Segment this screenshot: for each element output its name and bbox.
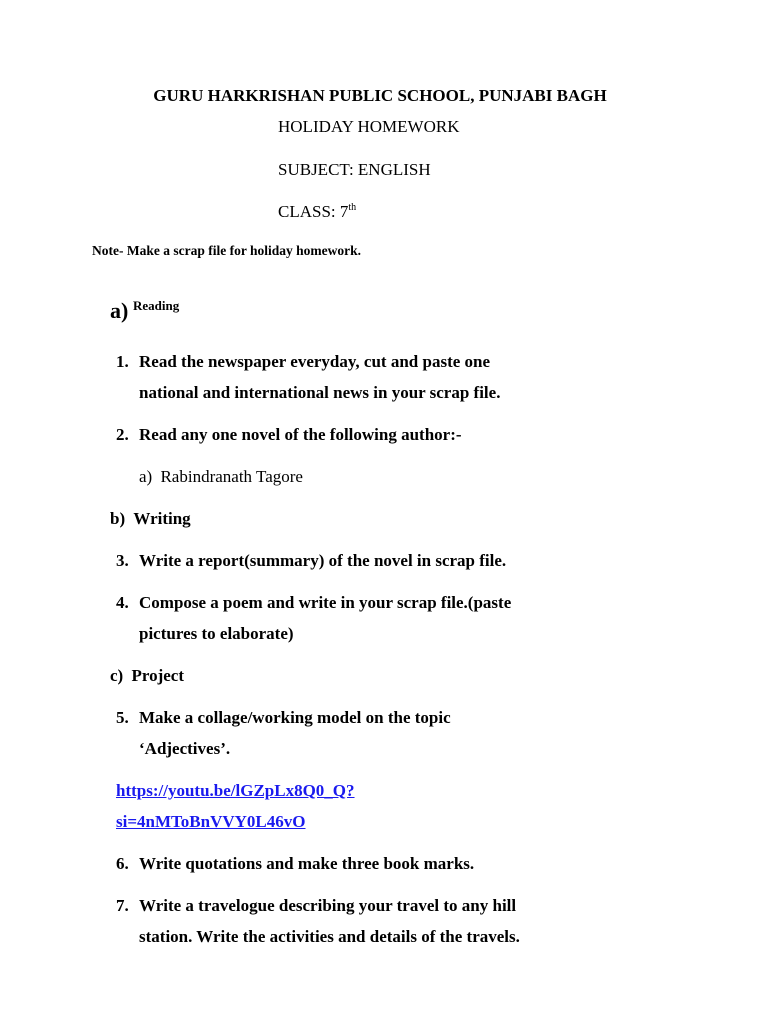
list-item-text: Write quotations and make three book marks. bbox=[139, 854, 475, 873]
sub-item-text: Rabindranath Tagore bbox=[160, 467, 303, 486]
class-superscript: th bbox=[348, 202, 357, 213]
subject-line: SUBJECT: ENGLISH bbox=[278, 160, 431, 179]
section-a-label: Reading bbox=[133, 298, 180, 313]
class-label: CLASS: 7 bbox=[278, 202, 349, 221]
sub-item-letter: a) bbox=[139, 467, 153, 486]
list-item-text: ‘Adjectives’. bbox=[139, 739, 231, 758]
school-name: GURU HARKRISHAN PUBLIC SCHOOL, PUNJABI BAGH bbox=[153, 86, 607, 105]
section-b-label: Writing bbox=[133, 509, 191, 528]
youtube-link-line-2[interactable]: si=4nMToBnVVY0L46vO bbox=[116, 812, 306, 831]
section-a-letter: a) bbox=[110, 298, 129, 323]
list-item-number: 7. bbox=[116, 896, 129, 915]
list-item-number: 2. bbox=[116, 425, 129, 444]
list-item-number: 5. bbox=[116, 708, 129, 727]
list-item-number: 4. bbox=[116, 593, 129, 612]
list-item-text: Compose a poem and write in your scrap file.(paste bbox=[139, 593, 512, 612]
list-item-text: Read any one novel of the following author:- bbox=[139, 425, 462, 444]
list-item-text: national and international news in your scrap file. bbox=[139, 383, 501, 402]
list-item-number: 6. bbox=[116, 854, 129, 873]
section-b-letter: b) bbox=[110, 509, 126, 528]
list-item-text: Write a report(summary) of the novel in scrap file. bbox=[139, 551, 507, 570]
section-c-label: Project bbox=[131, 666, 185, 685]
homework-title: HOLIDAY HOMEWORK bbox=[278, 117, 460, 136]
list-item-number: 3. bbox=[116, 551, 129, 570]
class-line bbox=[278, 202, 356, 222]
section-c-heading bbox=[110, 666, 184, 686]
list-item-number: 1. bbox=[116, 352, 129, 371]
note-text: Note- Make a scrap file for holiday homework. bbox=[92, 243, 361, 258]
list-item-text: Write a travelogue describing your travel to any hill bbox=[139, 896, 517, 915]
sub-item-author bbox=[139, 467, 303, 487]
list-item-text: Read the newspaper everyday, cut and paste one bbox=[139, 352, 491, 371]
list-item-text: Make a collage/working model on the topic bbox=[139, 708, 451, 727]
youtube-link-line-1[interactable]: https://youtu.be/lGZpLx8Q0_Q? bbox=[116, 781, 355, 800]
list-item-text: pictures to elaborate) bbox=[139, 624, 294, 643]
list-item-text: station. Write the activities and details of the travels. bbox=[139, 927, 520, 946]
section-c-letter: c) bbox=[110, 666, 124, 685]
section-b-heading bbox=[110, 509, 191, 529]
